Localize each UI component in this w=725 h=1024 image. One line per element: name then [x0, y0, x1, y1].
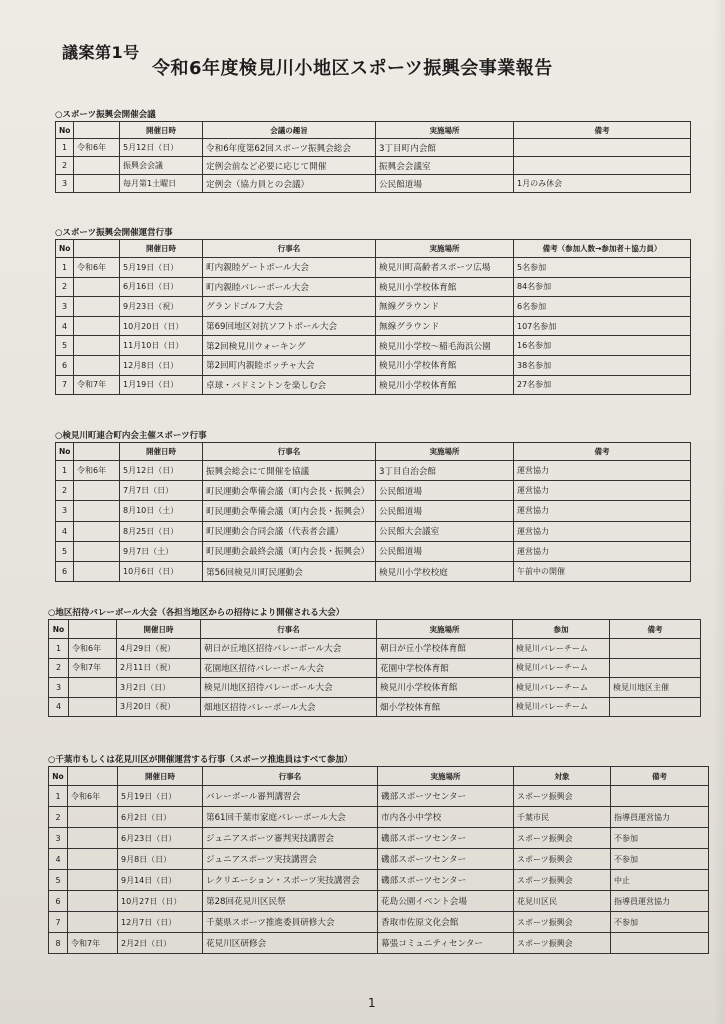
page-shadow	[713, 0, 725, 1024]
table-cell	[74, 157, 120, 175]
table-cell: 第61回千葉市家庭バレーボール大会	[203, 807, 378, 828]
column-header: 開催日時	[120, 122, 203, 139]
column-header: 行事名	[203, 443, 376, 461]
table-cell: 5	[56, 336, 74, 356]
table-cell	[514, 139, 691, 157]
table-cell: 9月23日（祝）	[120, 297, 203, 317]
table-cell: スポーツ振興会	[514, 849, 611, 870]
table-cell	[514, 157, 691, 175]
table-row	[56, 355, 691, 375]
column-header: 対象	[514, 767, 611, 786]
table-cell: 6	[56, 355, 74, 375]
table-cell: 第2回町内親睦ボッチャ大会	[203, 355, 376, 375]
table-row	[49, 807, 709, 828]
table-cell: 検見川バレーチーム	[513, 697, 610, 717]
column-header	[68, 767, 118, 786]
table-cell: 5月19日（日）	[118, 786, 203, 807]
section-table	[48, 619, 701, 717]
section-title: ○スポーツ振興会開催運営行事	[55, 228, 173, 238]
table-cell: 第69回地区対抗ソフトボール大会	[203, 316, 376, 336]
table-row	[49, 828, 709, 849]
table-cell: 3月2日（日）	[117, 678, 201, 698]
table-cell: 朝日が丘地区招待バレーボール大会	[201, 639, 377, 659]
table-row	[56, 561, 691, 581]
table-cell: 3月20日（祝）	[117, 697, 201, 717]
table-cell: 3	[56, 297, 74, 317]
table-cell: 公民館道場	[376, 175, 514, 193]
table-cell	[611, 933, 709, 954]
table-cell	[74, 561, 120, 581]
table-cell: 2	[56, 157, 74, 175]
table-row	[56, 139, 691, 157]
column-header: 実施場所	[376, 443, 514, 461]
table-row	[56, 336, 691, 356]
table-cell: 3	[56, 175, 74, 193]
section-5	[48, 755, 708, 954]
table-cell	[74, 501, 120, 521]
table-cell: 6	[49, 891, 68, 912]
table-cell: 朝日が丘小学校体育館	[377, 639, 513, 659]
table-cell	[68, 828, 118, 849]
table-cell: 9月14日（日）	[118, 870, 203, 891]
table-cell: 4	[56, 316, 74, 336]
table-cell: スポーツ振興会	[514, 786, 611, 807]
table-cell: 10月6日（日）	[120, 561, 203, 581]
table-cell: 卓球・バドミントンを楽しむ会	[203, 375, 376, 395]
section-table	[55, 121, 691, 193]
table-row	[56, 258, 691, 278]
table-cell: 指導員運営協力	[611, 807, 709, 828]
table-cell: 5月12日（日）	[120, 139, 203, 157]
table-cell	[68, 891, 118, 912]
table-cell: 27名参加	[514, 375, 691, 395]
table-cell: 第28回花見川区民祭	[203, 891, 378, 912]
table-cell: 振興会総会にて開催を協議	[203, 461, 376, 481]
table-cell: 2	[56, 277, 74, 297]
table-row	[56, 316, 691, 336]
table-cell: 公民館道場	[376, 481, 514, 501]
table-cell: 1	[56, 139, 74, 157]
table-cell: 9月7日（土）	[120, 541, 203, 561]
table-cell	[610, 658, 701, 678]
table-cell: 1月のみ休会	[514, 175, 691, 193]
table-row	[56, 541, 691, 561]
table-cell: 運営協力	[514, 501, 691, 521]
table-cell: 検見川小学校体育館	[376, 355, 514, 375]
table-cell: 定例会前など必要に応じて開催	[203, 157, 376, 175]
column-header: No	[56, 240, 74, 258]
table-cell: グランドゴルフ大会	[203, 297, 376, 317]
table-cell: 令和7年	[68, 933, 118, 954]
table-cell: 7	[56, 375, 74, 395]
table-cell: 中止	[611, 870, 709, 891]
table-row	[56, 297, 691, 317]
table-cell: 花園中学校体育館	[377, 658, 513, 678]
column-header: 実施場所	[377, 620, 513, 639]
table-cell: 運営協力	[514, 461, 691, 481]
section-title: ○千葉市もしくは花見川区が開催運営する行事（スポーツ推進員はすべて参加）	[48, 755, 353, 765]
table-cell: 振興会会議室	[376, 157, 514, 175]
table-cell: 令和6年	[74, 258, 120, 278]
table-cell: 10月27日（日）	[118, 891, 203, 912]
table-cell	[69, 697, 117, 717]
table-cell: 検見川小学校～稲毛海浜公園	[376, 336, 514, 356]
table-row	[49, 786, 709, 807]
section-3	[55, 431, 690, 582]
table-row	[49, 639, 701, 659]
column-header: 開催日時	[118, 767, 203, 786]
table-row	[56, 175, 691, 193]
table-cell: 第56回検見川町民運動会	[203, 561, 376, 581]
table-cell: 5	[49, 870, 68, 891]
table-cell: 5月19日（日）	[120, 258, 203, 278]
table-row	[49, 658, 701, 678]
table-row	[49, 912, 709, 933]
table-cell: 香取市佐原文化会館	[378, 912, 514, 933]
section-table	[48, 766, 709, 954]
table-cell	[610, 697, 701, 717]
column-header: 開催日時	[120, 443, 203, 461]
table-cell	[74, 481, 120, 501]
table-cell: 2月2日（日）	[118, 933, 203, 954]
table-cell: 令和6年	[68, 786, 118, 807]
document-title: 令和6年度検見川小地区スポーツ振興会事業報告	[152, 58, 553, 79]
table-cell: 3	[49, 678, 69, 698]
table-cell: レクリエーション・スポーツ実技講習会	[203, 870, 378, 891]
section-4	[48, 608, 700, 717]
table-header-row	[49, 620, 701, 639]
table-cell: 千葉市民	[514, 807, 611, 828]
table-cell: 午前中の開催	[514, 561, 691, 581]
table-cell: 運営協力	[514, 541, 691, 561]
table-cell: 検見川バレーチーム	[513, 639, 610, 659]
table-cell: 5名参加	[514, 258, 691, 278]
table-cell: 検見川地区招待バレーボール大会	[201, 678, 377, 698]
table-cell: 検見川小学校体育館	[376, 277, 514, 297]
table-cell: 107名参加	[514, 316, 691, 336]
table-cell: 4月29日（祝）	[117, 639, 201, 659]
column-header: 実施場所	[376, 240, 514, 258]
table-cell: 2	[56, 481, 74, 501]
table-row	[56, 521, 691, 541]
column-header	[69, 620, 117, 639]
table-cell: 5月12日（日）	[120, 461, 203, 481]
table-row	[49, 697, 701, 717]
table-cell: 定例会（協力員との会議）	[203, 175, 376, 193]
section-table	[55, 239, 691, 395]
table-cell: 3丁目自治会館	[376, 461, 514, 481]
table-cell: 不参加	[611, 849, 709, 870]
table-cell: 畑地区招待バレーボール大会	[201, 697, 377, 717]
table-cell: 3丁目町内会館	[376, 139, 514, 157]
table-row	[56, 157, 691, 175]
table-header-row	[56, 122, 691, 139]
column-header: 行事名	[203, 767, 378, 786]
section-title: ○スポーツ振興会開催会議	[55, 110, 156, 120]
column-header: 実施場所	[378, 767, 514, 786]
column-header	[74, 443, 120, 461]
table-cell: スポーツ振興会	[514, 870, 611, 891]
table-cell: 2月11日（祝）	[117, 658, 201, 678]
table-cell: 令和6年	[69, 639, 117, 659]
table-cell: 花島公園イベント会場	[378, 891, 514, 912]
table-cell: 磯部スポーツセンター	[378, 786, 514, 807]
table-cell	[74, 355, 120, 375]
table-row	[56, 277, 691, 297]
table-cell	[74, 297, 120, 317]
column-header	[74, 122, 120, 139]
section-2	[55, 228, 690, 395]
column-header: 参加	[513, 620, 610, 639]
table-cell: 1	[49, 639, 69, 659]
table-cell: 令和6年度第62回スポーツ振興会総会	[203, 139, 376, 157]
section-title: ○検見川町連合町内会主催スポーツ行事	[55, 431, 207, 441]
table-cell: 4	[49, 697, 69, 717]
table-cell	[611, 786, 709, 807]
table-cell: 磯部スポーツセンター	[378, 828, 514, 849]
table-cell	[74, 521, 120, 541]
table-cell: 検見川小学校体育館	[376, 375, 514, 395]
table-cell: 84名参加	[514, 277, 691, 297]
table-row	[49, 891, 709, 912]
column-header: 実施場所	[376, 122, 514, 139]
table-cell: バレーボール審判講習会	[203, 786, 378, 807]
table-cell: 38名参加	[514, 355, 691, 375]
table-cell: 7	[49, 912, 68, 933]
table-cell: 2	[49, 807, 68, 828]
table-cell: 3	[56, 501, 74, 521]
table-cell: 町民運動会準備会議（町内会長・振興会）	[203, 501, 376, 521]
table-cell: 運営協力	[514, 521, 691, 541]
table-cell: ジュニアスポーツ審判実技講習会	[203, 828, 378, 849]
table-cell: 16名参加	[514, 336, 691, 356]
table-cell: 花見川区民	[514, 891, 611, 912]
column-header: 備考	[514, 443, 691, 461]
table-cell	[68, 849, 118, 870]
table-cell: 公民館道場	[376, 501, 514, 521]
column-header: 会議の趣旨	[203, 122, 376, 139]
table-row	[49, 933, 709, 954]
table-cell: 12月8日（日）	[120, 355, 203, 375]
table-cell: 検見川バレーチーム	[513, 658, 610, 678]
table-cell: ジュニアスポーツ実技講習会	[203, 849, 378, 870]
column-header: 開催日時	[120, 240, 203, 258]
table-cell	[74, 541, 120, 561]
column-header: 備考	[514, 122, 691, 139]
table-cell: 無線グラウンド	[376, 316, 514, 336]
column-header: 備考（参加人数→参加者＋協力員）	[514, 240, 691, 258]
table-cell: 1	[56, 461, 74, 481]
table-cell: 4	[56, 521, 74, 541]
table-cell: 令和7年	[69, 658, 117, 678]
table-cell: 町民運動会合同会議（代表者会議）	[203, 521, 376, 541]
table-cell: 検見川小学校体育館	[377, 678, 513, 698]
column-header: 開催日時	[117, 620, 201, 639]
column-header: 行事名	[201, 620, 377, 639]
table-cell: 8月25日（日）	[120, 521, 203, 541]
table-cell: 3	[49, 828, 68, 849]
table-cell: 令和6年	[74, 139, 120, 157]
table-cell: 1月19日（日）	[120, 375, 203, 395]
page-number: 1	[368, 996, 376, 1010]
table-cell: 5	[56, 541, 74, 561]
table-cell: 公民館道場	[376, 541, 514, 561]
table-cell: 町内親睦ゲートボール大会	[203, 258, 376, 278]
table-cell: 市内各小中学校	[378, 807, 514, 828]
table-cell	[74, 336, 120, 356]
column-header: No	[56, 443, 74, 461]
table-cell: 12月7日（日）	[118, 912, 203, 933]
column-header	[74, 240, 120, 258]
agenda-number: 議案第1号	[62, 43, 140, 62]
table-cell: スポーツ振興会	[514, 828, 611, 849]
table-cell	[68, 807, 118, 828]
table-cell: 町内親睦バレーボール大会	[203, 277, 376, 297]
table-cell: 1	[56, 258, 74, 278]
table-row	[49, 678, 701, 698]
table-cell: 11月10日（日）	[120, 336, 203, 356]
table-cell: 9月8日（日）	[118, 849, 203, 870]
table-cell: 8	[49, 933, 68, 954]
section-table	[55, 442, 691, 582]
table-cell: 検見川小学校校庭	[376, 561, 514, 581]
table-cell: 6名参加	[514, 297, 691, 317]
table-row	[49, 849, 709, 870]
column-header: 備考	[610, 620, 701, 639]
table-cell: 町民運動会準備会議（町内会長・振興会）	[203, 481, 376, 501]
table-cell: 公民館大会議室	[376, 521, 514, 541]
table-cell: 指導員運営協力	[611, 891, 709, 912]
section-1	[55, 110, 690, 193]
table-cell: 2	[49, 658, 69, 678]
table-header-row	[56, 240, 691, 258]
table-cell: スポーツ振興会	[514, 912, 611, 933]
table-cell: 花見川区研修会	[203, 933, 378, 954]
table-cell: 検見川町高齢者スポーツ広場	[376, 258, 514, 278]
table-cell: 磯部スポーツセンター	[378, 849, 514, 870]
table-cell: 6	[56, 561, 74, 581]
table-cell: 磯部スポーツセンター	[378, 870, 514, 891]
table-cell: 4	[49, 849, 68, 870]
table-cell: 運営協力	[514, 481, 691, 501]
column-header: No	[49, 767, 68, 786]
table-cell: 毎月第1土曜日	[120, 175, 203, 193]
table-cell: 10月20日（日）	[120, 316, 203, 336]
table-cell: 不参加	[611, 828, 709, 849]
table-cell: スポーツ振興会	[514, 933, 611, 954]
column-header: 行事名	[203, 240, 376, 258]
column-header: No	[49, 620, 69, 639]
column-header: 備考	[611, 767, 709, 786]
section-title: ○地区招待バレーボール大会（各担当地区からの招待により開催される大会）	[48, 608, 345, 618]
table-cell: 令和7年	[74, 375, 120, 395]
table-row	[56, 461, 691, 481]
table-cell: 千葉県スポーツ推進委員研修大会	[203, 912, 378, 933]
table-row	[49, 870, 709, 891]
table-cell: 6月16日（日）	[120, 277, 203, 297]
table-cell	[69, 678, 117, 698]
table-cell: 1	[49, 786, 68, 807]
table-cell: 振興会会議	[120, 157, 203, 175]
table-cell: 幕張コミュニティセンター	[378, 933, 514, 954]
table-cell: 不参加	[611, 912, 709, 933]
table-header-row	[56, 443, 691, 461]
table-cell	[68, 912, 118, 933]
table-cell: 無線グラウンド	[376, 297, 514, 317]
table-cell	[74, 277, 120, 297]
table-cell	[68, 870, 118, 891]
table-cell: 畑小学校体育館	[377, 697, 513, 717]
table-cell: 6月23日（日）	[118, 828, 203, 849]
table-cell: 7月7日（日）	[120, 481, 203, 501]
table-cell	[74, 175, 120, 193]
table-cell: 6月2日（日）	[118, 807, 203, 828]
column-header: No	[56, 122, 74, 139]
table-row	[56, 375, 691, 395]
table-header-row	[49, 767, 709, 786]
table-cell: 検見川地区主催	[610, 678, 701, 698]
table-cell: 検見川バレーチーム	[513, 678, 610, 698]
table-cell	[74, 316, 120, 336]
table-cell: 町民運動会最終会議（町内会長・振興会）	[203, 541, 376, 561]
table-cell	[610, 639, 701, 659]
table-row	[56, 501, 691, 521]
table-cell: 令和6年	[74, 461, 120, 481]
table-row	[56, 481, 691, 501]
table-cell: 8月10日（土）	[120, 501, 203, 521]
table-cell: 花園地区招待バレーボール大会	[201, 658, 377, 678]
table-cell: 第2回検見川ウォーキング	[203, 336, 376, 356]
